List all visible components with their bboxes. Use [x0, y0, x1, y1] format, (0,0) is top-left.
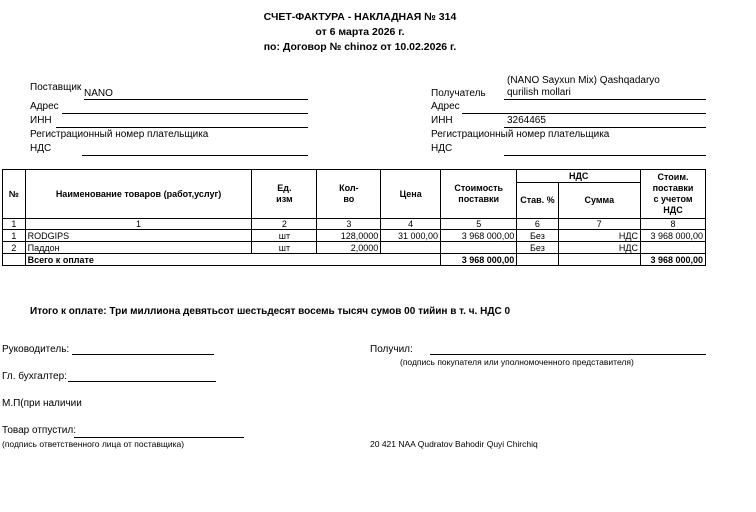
director-label: Руководитель:: [2, 344, 70, 355]
row-total: [641, 242, 706, 254]
total-cost: 3 968 000,00: [441, 254, 517, 266]
supplier-vat-label: НДС: [30, 143, 52, 154]
row-vat-rate: Без: [517, 242, 558, 254]
row-qty: 128,0000: [317, 230, 381, 242]
recipient-vat-line: [504, 155, 706, 156]
recipient-reg-label: Регистрационный номер плательщика: [431, 129, 610, 140]
recipient-vat-label: НДС: [431, 143, 453, 154]
table-row: [3, 230, 706, 242]
row-num: 1: [3, 230, 26, 242]
row-vat-rate: Без: [517, 230, 558, 242]
received-note: (подпись покупателя или уполномоченного представителя): [400, 357, 634, 367]
colnum-8: 8: [641, 219, 706, 230]
colnum-4: 4: [381, 219, 441, 230]
header-price: Цена: [381, 170, 441, 219]
released-note: (подпись ответственного лица от поставщика): [2, 439, 185, 449]
header-vat-rate: Став. %: [517, 183, 558, 219]
row-name: RODGIPS: [25, 230, 252, 242]
recipient-name-2: qurilish mollari: [507, 87, 571, 98]
recipient-address-label: Адрес: [431, 101, 460, 112]
header-total-3: с учетом: [653, 194, 693, 204]
received-label: Получил:: [370, 344, 413, 355]
header-num: №: [3, 170, 26, 219]
header-qty: [317, 170, 381, 219]
colnum-2: 2: [252, 219, 317, 230]
header-unit-1: Ед.: [277, 183, 292, 193]
row-total: 3 968 000,00: [641, 230, 706, 242]
header-qty-2: во: [343, 194, 355, 204]
recipient-label: Получатель: [431, 88, 486, 99]
header-cost-2: поставки: [458, 194, 500, 204]
row-qty: 2,0000: [317, 242, 381, 254]
stamp-label: М.П(при наличии: [2, 398, 82, 409]
supplier-name-line: [84, 99, 308, 100]
total-label: Всего к оплате: [25, 254, 440, 266]
supplier-reg-label: Регистрационный номер плательщика: [30, 129, 209, 140]
recipient-address-line: [462, 113, 706, 114]
supplier-vat-line: [82, 155, 308, 156]
colnum-7: 7: [558, 219, 640, 230]
recipient-inn-label: ИНН: [431, 115, 453, 126]
supplier-inn-label: ИНН: [30, 115, 52, 126]
accountant-label: Гл. бухгалтер:: [2, 371, 67, 382]
document-date: от 6 марта 2026 г.: [315, 26, 405, 38]
table-row: [3, 242, 706, 254]
row-cost: 3 968 000,00: [441, 230, 517, 242]
total-vat-sum-blank: [558, 254, 640, 266]
row-unit: шт: [252, 242, 317, 254]
colnum-5: 5: [441, 219, 517, 230]
header-vat: НДС: [517, 170, 641, 183]
supplier-name: NANO: [84, 88, 113, 99]
supplier-label: Поставщик: [30, 82, 82, 93]
colnum-6: 6: [517, 219, 558, 230]
column-numbers-row: [3, 219, 706, 230]
row-vat-sum: НДС: [558, 242, 640, 254]
recipient-name-1: (NANO Sayxun Mix) Qashqadaryo: [507, 75, 660, 86]
driver-info: 20 421 NAA Qudratov Bahodir Quyi Chirchiq: [370, 439, 538, 449]
row-cost: [441, 242, 517, 254]
header-name: Наименование товаров (работ,услуг): [25, 170, 252, 219]
document-title: СЧЕТ-ФАКТУРА - НАКЛАДНАЯ № 314: [263, 11, 457, 23]
header-total: [641, 170, 706, 219]
recipient-name-line: [504, 99, 706, 100]
recipient-inn-line: [504, 127, 706, 128]
header-qty-1: Кол-: [339, 183, 359, 193]
header-total-4: НДС: [663, 205, 683, 215]
total-vat-rate-blank: [517, 254, 558, 266]
released-label: Товар отпустил:: [2, 425, 76, 436]
row-price: [381, 242, 441, 254]
row-name: Паддон: [25, 242, 252, 254]
header-cost: [441, 170, 517, 219]
header-total-1: Стоим.: [657, 172, 689, 182]
accountant-signature-line: [68, 381, 216, 382]
received-signature-line: [430, 354, 706, 355]
supplier-inn-line: [56, 127, 308, 128]
header-cost-1: Стоимость: [454, 183, 504, 193]
released-signature-line: [74, 437, 244, 438]
row-unit: шт: [252, 230, 317, 242]
total-row-blank: [3, 254, 26, 266]
invoice-table: [2, 169, 706, 266]
director-signature-line: [72, 354, 214, 355]
header-vat-sum: Сумма: [558, 183, 640, 219]
colnum-1b: 1: [25, 219, 252, 230]
row-vat-sum: НДС: [558, 230, 640, 242]
document-contract: по: Договор № chinoz от 10.02.2026 г.: [263, 41, 457, 53]
header-unit-2: изм: [276, 194, 293, 204]
row-num: 2: [3, 242, 26, 254]
total-grand: 3 968 000,00: [641, 254, 706, 266]
header-total-2: поставки: [652, 183, 694, 193]
total-row: [3, 254, 706, 266]
supplier-address-label: Адрес: [30, 101, 59, 112]
colnum-3: 3: [317, 219, 381, 230]
colnum-1: 1: [3, 219, 26, 230]
header-unit: [252, 170, 317, 219]
supplier-address-line: [62, 113, 308, 114]
total-in-words: Итого к оплате: Три миллиона девятьсот шестьдесят восемь тысяч сумов 00 тийин в т. ч. НДС 0: [30, 306, 511, 317]
recipient-inn: 3264465: [507, 115, 546, 126]
row-price: 31 000,00: [381, 230, 441, 242]
